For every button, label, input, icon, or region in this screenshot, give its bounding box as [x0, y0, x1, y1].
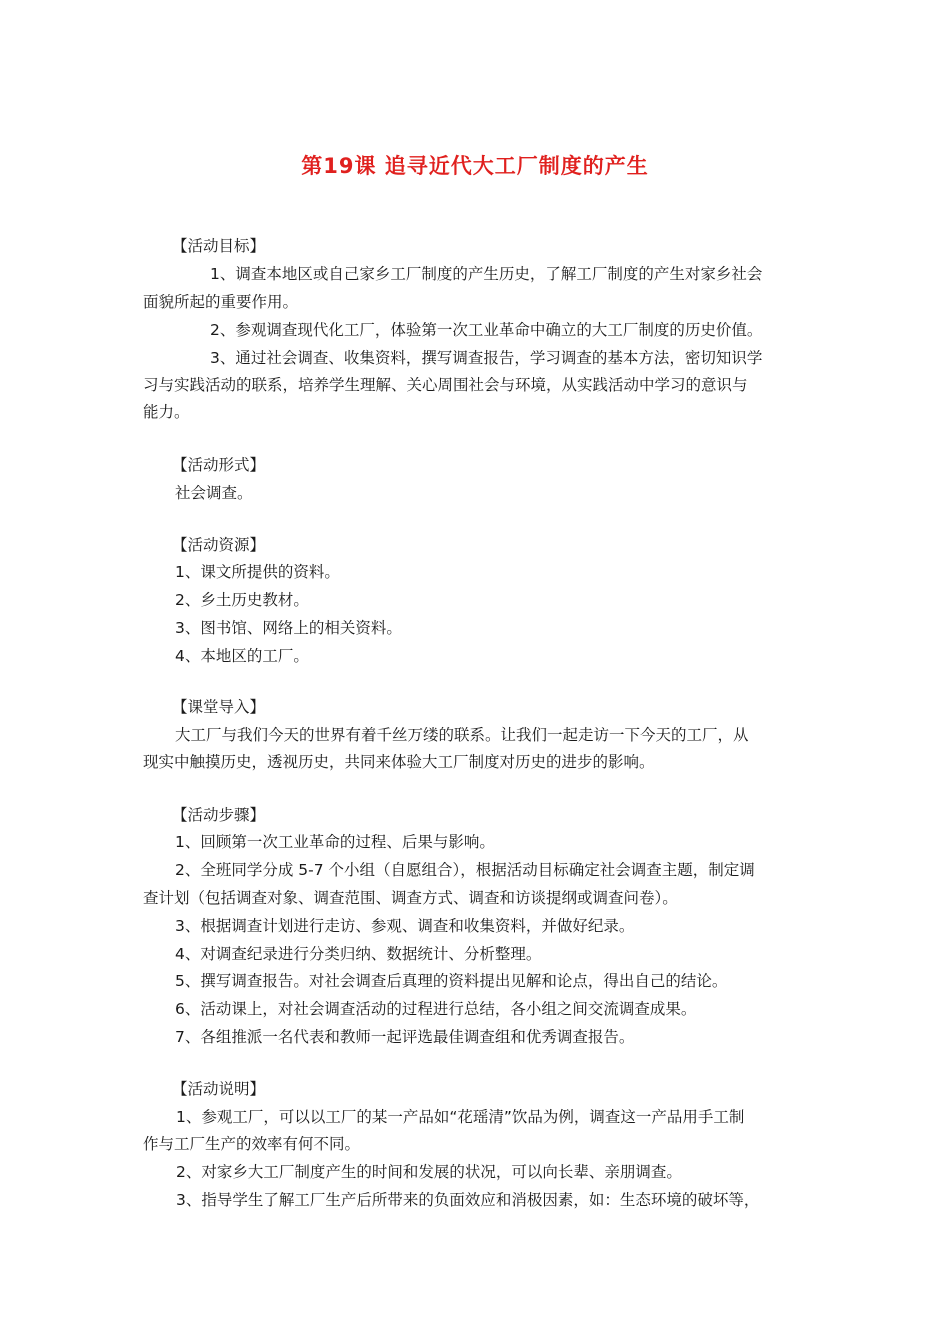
page-title: 第19课 追寻近代大工厂制度的产生: [301, 154, 649, 178]
form-heading: 【活动形式】: [172, 456, 266, 474]
step-item: 6、活动课上，对社会调查活动的过程进行总结，各小组之间交流调查成果。: [175, 1000, 697, 1018]
resource-item: 2、乡土历史教材。: [175, 591, 309, 609]
note-item: 2、对家乡大工厂制度产生的时间和发展的状况，可以向长辈、亲朋调查。: [176, 1163, 682, 1181]
step-item: 7、各组推派一名代表和教师一起评选最佳调查组和优秀调查报告。: [175, 1028, 635, 1046]
form-text: 社会调查。: [175, 484, 253, 502]
step-item: 2、全班同学分成 5-7 个小组（自愿组合），根据活动目标确定社会调查主题，制定调: [175, 861, 755, 879]
step-item: 3、根据调查计划进行走访、参观、调查和收集资料，并做好纪录。: [175, 917, 635, 935]
intro-paragraph-cont: 现实中触摸历史，透视历史，共同来体验大工厂制度对历史的进步的影响。: [143, 753, 655, 771]
note-item: 3、指导学生了解工厂生产后所带来的负面效应和消极因素，如：生态环境的破坏等，: [176, 1191, 760, 1209]
note-item: 1、参观工厂，可以以工厂的某一产品如“花瑶清”饮品为例，调查这一产品用手工制: [176, 1108, 745, 1126]
goals-paragraph-3-end: 能力。: [143, 403, 190, 421]
steps-heading: 【活动步骤】: [172, 806, 266, 824]
step-item: 1、回顾第一次工业革命的过程、后果与影响。: [175, 833, 495, 851]
goals-heading: 【活动目标】: [172, 237, 266, 255]
goals-paragraph-3: 3、通过社会调查、收集资料，撰写调查报告，学习调查的基本方法，密切知识学: [210, 349, 763, 367]
step-item: 4、对调查纪录进行分类归纳、数据统计、分析整理。: [175, 945, 542, 963]
step-item: 5、撰写调查报告。对社会调查后真理的资料提出见解和论点，得出自己的结论。: [175, 972, 728, 990]
goals-paragraph-1: 1、调查本地区或自己家乡工厂制度的产生历史，了解工厂制度的产生对家乡社会: [210, 265, 763, 283]
resource-item: 3、图书馆、网络上的相关资料。: [175, 619, 402, 637]
resources-heading: 【活动资源】: [172, 536, 266, 554]
note-item-cont: 作与工厂生产的效率有何不同。: [143, 1135, 361, 1153]
step-item-cont: 查计划（包括调查对象、调查范围、调查方式、调查和访谈提纲或调查问卷）。: [143, 889, 678, 907]
resource-item: 1、课文所提供的资料。: [175, 563, 340, 581]
goals-paragraph-3-cont: 习与实践活动的联系，培养学生理解、关心周围社会与环境，从实践活动中学习的意识与: [143, 376, 748, 394]
notes-heading: 【活动说明】: [172, 1080, 266, 1098]
resource-item: 4、本地区的工厂。: [175, 647, 309, 665]
goals-paragraph-1-cont: 面貌所起的重要作用。: [143, 293, 299, 311]
intro-heading: 【课堂导入】: [172, 698, 266, 716]
goals-paragraph-2: 2、参观调查现代化工厂，体验第一次工业革命中确立的大工厂制度的历史价值。: [210, 321, 763, 339]
intro-paragraph: 大工厂与我们今天的世界有着千丝万缕的联系。让我们一起走访一下今天的工厂，从: [175, 726, 749, 744]
